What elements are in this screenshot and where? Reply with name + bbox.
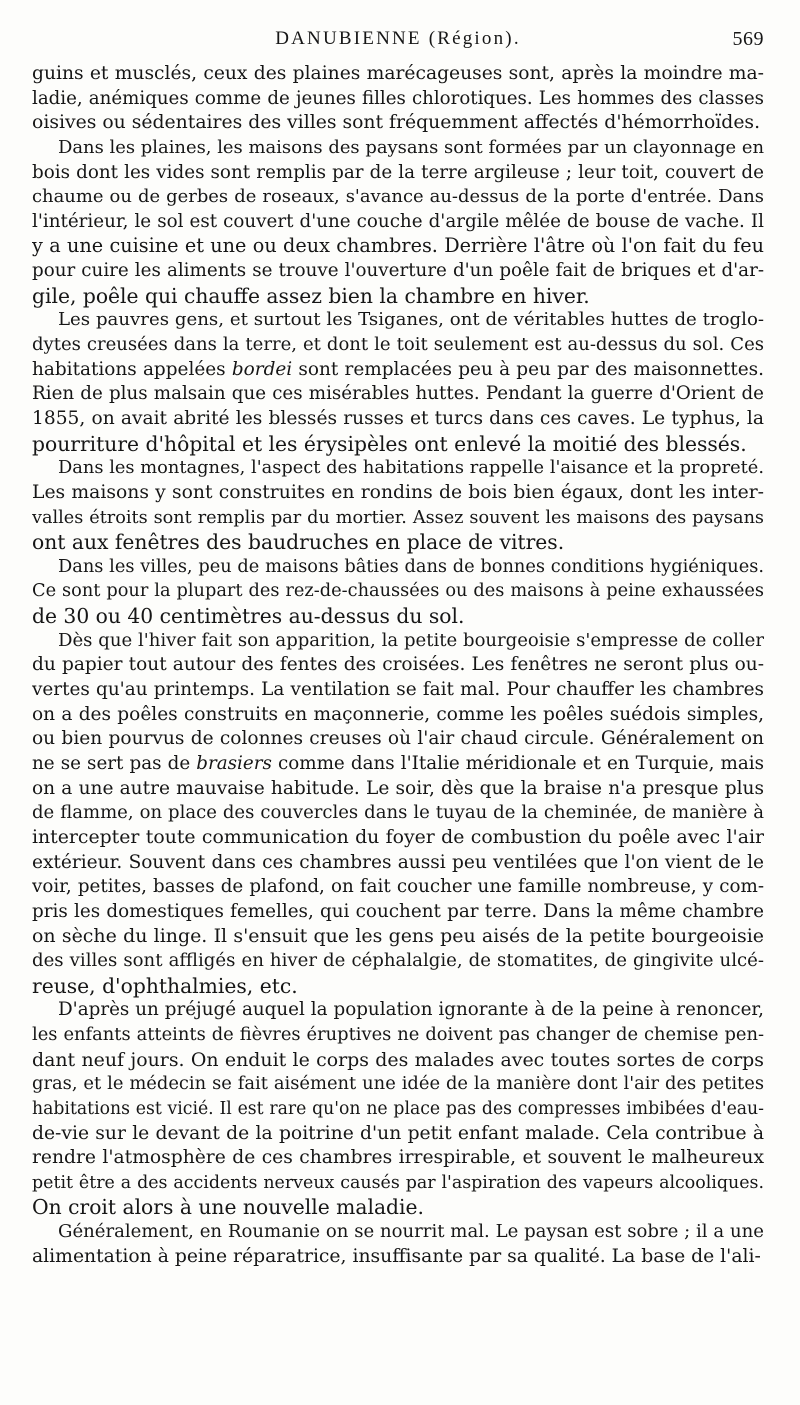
text-line: y a une cuisine et une ou deux chambres. Derrière l'âtre où l'on fait du feu: [32, 234, 764, 258]
text-line: on a des poêles construits en maçonnerie, comme les poêles suédois simples,: [32, 703, 764, 725]
text-line: de flamme, on place des couvercles dans le tuyau de la cheminée, de manière à: [32, 802, 764, 824]
paragraph: [32, 555, 764, 629]
text-line: Dès que l'hiver fait son apparition, la petite bourgeoisie s'empresse de coller: [58, 629, 764, 651]
text-line: on sèche du linge. Il s'ensuit que les gens peu aisés de la petite bourgeoisie: [32, 925, 764, 948]
text-line: alimentation à peine réparatrice, insuffisante par sa qualité. La base de l'ali-: [32, 1245, 761, 1267]
text-line: pour cuire les aliments se trouve l'ouverture d'un poêle fait de briques et d'ar-: [32, 260, 764, 282]
text-line: ont aux fenêtres des baudruches en place de vitres.: [32, 530, 565, 555]
text-line: Dans les plaines, les maisons des paysans sont formées par un clayonnage en: [58, 136, 764, 158]
text-line: Dans les villes, peu de maisons bâties dans de bonnes conditions hygiéniques.: [58, 555, 764, 577]
text-line: ou bien pourvus de colonnes creuses où l'air chaud circule. Généralement on: [32, 728, 764, 750]
paragraph: [32, 1220, 764, 1269]
text-line: reuse, d'ophthalmies, etc.: [32, 973, 298, 998]
text-line: dant neuf jours. On enduit le corps des malades avec toutes sortes de corps: [32, 1048, 764, 1071]
text-line: D'après un préjugé auquel la population ignorante à de la peine à renoncer,: [58, 999, 764, 1021]
text-line: ne se sert pas de brasiers comme dans l'Italie méridionale et en Turquie, mais: [32, 752, 764, 774]
text-line: rendre l'atmosphère de ces chambres irrespirable, et souvent le malheureux: [32, 1147, 764, 1169]
text-line: Les maisons y sont construites en rondins de bois bien égaux, dont les inter-: [32, 481, 764, 503]
text-line: Rien de plus malsain que ces misérables huttes. Pendant la guerre d'Orient de: [32, 383, 764, 405]
page-number: 569: [732, 28, 764, 50]
paragraph: [32, 629, 764, 999]
text-line: de 30 ou 40 centimètres au-dessus du sol.: [32, 604, 465, 629]
paragraph: [32, 136, 764, 308]
text-line: oisives ou sédentaires des villes sont fréquemment affectés d'hémorrhoïdes.: [32, 112, 761, 134]
text-line: Généralement, en Roumanie on se nourrit mal. Le paysan est sobre ; il a une: [58, 1221, 764, 1243]
text-line: Les pauvres gens, et surtout les Tsiganes, ont de véritables huttes de troglo-: [58, 309, 764, 331]
paragraph: [32, 456, 764, 555]
text-line: des villes sont affligés en hiver de céphalalgie, de stomatites, de gingivite ulcé-: [32, 950, 764, 972]
text-line: 1855, on avait abrité les blessés russes et turcs dans ces caves. Le typhus, la: [32, 407, 764, 429]
text-line: du papier tout autour des fentes des croisées. Les fenêtres ne seront plus ou-: [32, 654, 764, 676]
text-line: guins et musclés, ceux des plaines marécageuses sont, après la moindre ma-: [32, 63, 764, 84]
text-line: on a une autre mauvaise habitude. Le soir, dès que la braise n'a presque plus: [32, 777, 764, 799]
text-line: ladie, anémiques comme de jeunes filles chlorotiques. Les hommes des classes: [32, 87, 764, 109]
text-line: gile, poêle qui chauffe assez bien la chambre en hiver.: [32, 283, 590, 308]
body-text: [32, 62, 764, 1269]
text-line: dytes creusées dans la terre, et dont le toit seulement est au-dessus du sol. Ces: [32, 334, 764, 356]
text-line: voir, petites, basses de plafond, on fait coucher une famille nombreuse, y com-: [32, 876, 764, 898]
text-line: les enfants atteints de fièvres éruptives ne doivent pas changer de chemise pen-: [32, 1023, 764, 1045]
text-line: habitations est vicié. Il est rare qu'on ne place pas des compresses imbibées d'eau-: [32, 1098, 764, 1119]
text-line: vertes qu'au printemps. La ventilation se fait mal. Pour chauffer les chambres: [32, 679, 764, 701]
paragraph: [32, 62, 764, 136]
text-line: extérieur. Souvent dans ces chambres aussi peu ventilées que l'on vient de le: [32, 851, 764, 873]
text-line: valles étroits sont remplis par du mortier. Assez souvent les maisons des paysans: [32, 507, 764, 528]
text-line: pourriture d'hôpital et les érysipèles ont enlevé la moitié des blessés.: [32, 431, 747, 456]
text-line: On croit alors à une nouvelle maladie.: [32, 1195, 424, 1220]
text-line: l'intérieur, le sol est couvert d'une couche d'argile mêlée de bouse de vache. Il: [32, 210, 764, 232]
text-line: intercepter toute communication du foyer de combustion du poêle avec l'air: [32, 826, 764, 848]
paragraph: [32, 308, 764, 456]
paragraph: [32, 998, 764, 1220]
text-line: pris les domestiques femelles, qui couchent par terre. Dans la même chambre: [32, 900, 764, 922]
text-line: gras, et le médecin se fait aisément une idée de la manière dont l'air des petites: [32, 1073, 764, 1095]
text-line: chaume ou de gerbes de roseaux, s'avance au-dessus de la porte d'entrée. Dans: [32, 186, 764, 208]
text-line: Ce sont pour la plupart des rez-de-chaussées ou des maisons à peine exhaussées: [32, 581, 764, 602]
running-title: DANUBIENNE (Région).: [275, 28, 521, 49]
text-line: de-vie sur le devant de la poitrine d'un petit enfant malade. Cela contribue à: [32, 1122, 764, 1144]
text-line: Dans les montagnes, l'aspect des habitations rappelle l'aisance et la propreté.: [58, 457, 764, 479]
text-line: habitations appelées bordei sont remplacées peu à peu par des maisonnettes.: [32, 358, 764, 380]
text-line: petit être a des accidents nerveux causés par l'aspiration des vapeurs alcooliques.: [32, 1172, 764, 1193]
text-line: bois dont les vides sont remplis par de la terre argileuse ; leur toit, couvert de: [32, 161, 764, 183]
running-header: [32, 22, 764, 56]
